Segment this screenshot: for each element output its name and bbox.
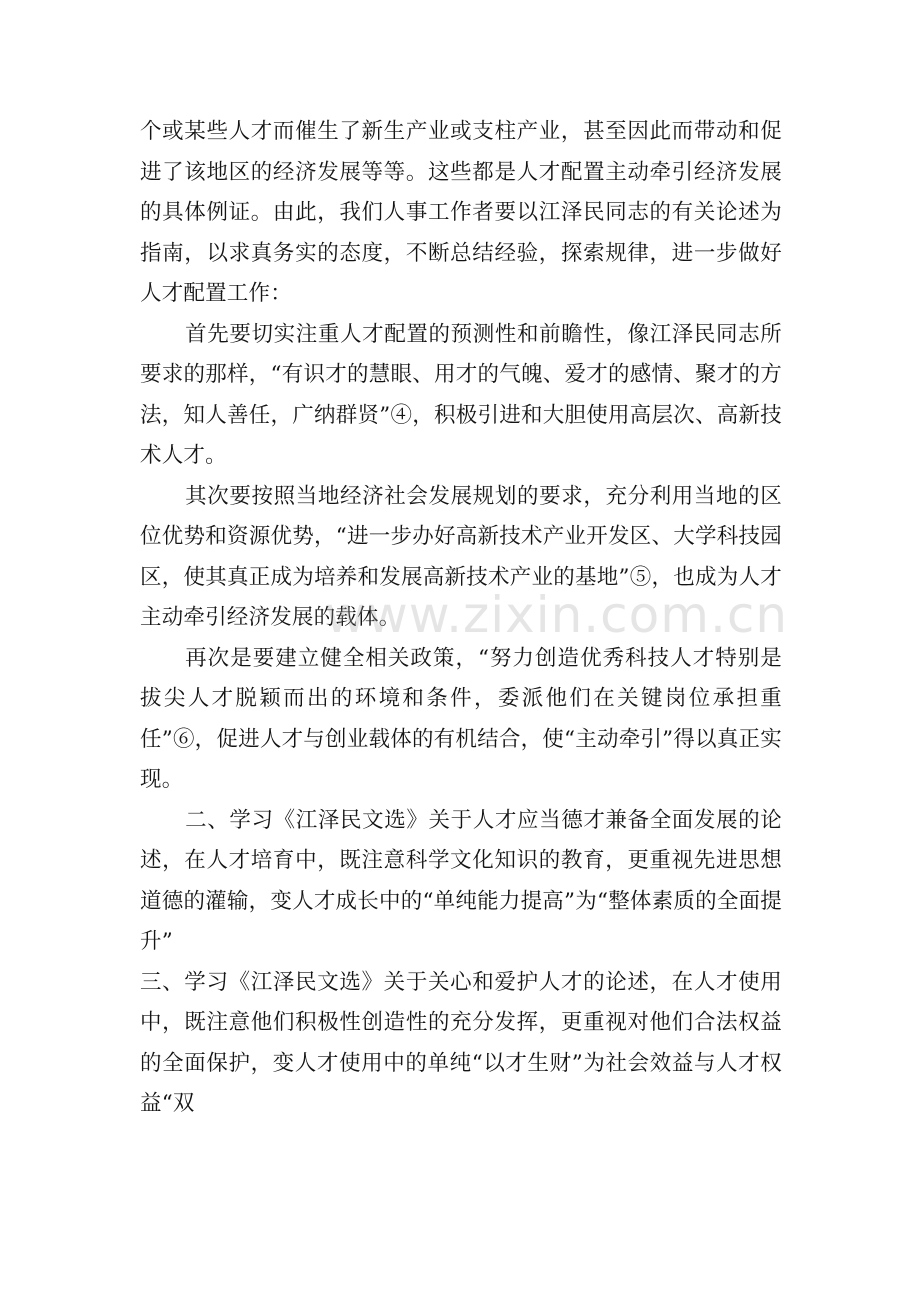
paragraph-5: 二、学习《江泽民文选》关于人才应当德才兼备全面发展的论述，在人才培育中，既注意科学文化知识的教育，更重视先进思想道德的灌输，变人才成长中的“单纯能力提高”为“整体素质的全面提升” [140, 807, 782, 954]
document-body [140, 112, 782, 1125]
paragraph-4: 再次是要建立健全相关政策，“努力创造优秀科技人才特别是拔尖人才脱颖而出的环境和条件，委派他们在关键岗位承担重任”⑥，促进人才与创业载体的有机结合，使“主动牵引”得以真正实现。 [140, 645, 782, 792]
paragraph-1: 个或某些人才而催生了新生产业或支柱产业，甚至因此而带动和促进了该地区的经济发展等等。这些都是人才配置主动牵引经济发展的具体例证。由此，我们人事工作者要以江泽民同志的有关论述为指南，以求真务实的态度，不断总结经验，探索规律，进一步做好人才配置工作： [140, 119, 782, 306]
paragraph-3: 其次要按照当地经济社会发展规划的要求，充分利用当地的区位优势和资源优势，“进一步办好高新技术产业开发区、大学科技园区，使其真正成为培养和发展高新技术产业的基地”⑤，也成为人才主动牵引经济发展的载体。 [140, 483, 782, 630]
paragraph-2: 首先要切实注重人才配置的预测性和前瞻性，像江泽民同志所要求的那样，“有识才的慧眼、用才的气魄、爱才的感情、聚才的方法，知人善任，广纳群贤”④，积极引进和大胆使用高层次、高新技术人才。 [140, 321, 782, 468]
watermark-text: www.zixin.com.cn [325, 586, 789, 644]
paragraph-6: 三、学习《江泽民文选》关于关心和爱护人才的论述，在人才使用中，既注意他们积极性创造性的充分发挥，更重视对他们合法权益的全面保护，变人才使用中的单纯“以才生财”为社会效益与人才权益“双 [140, 969, 782, 1116]
